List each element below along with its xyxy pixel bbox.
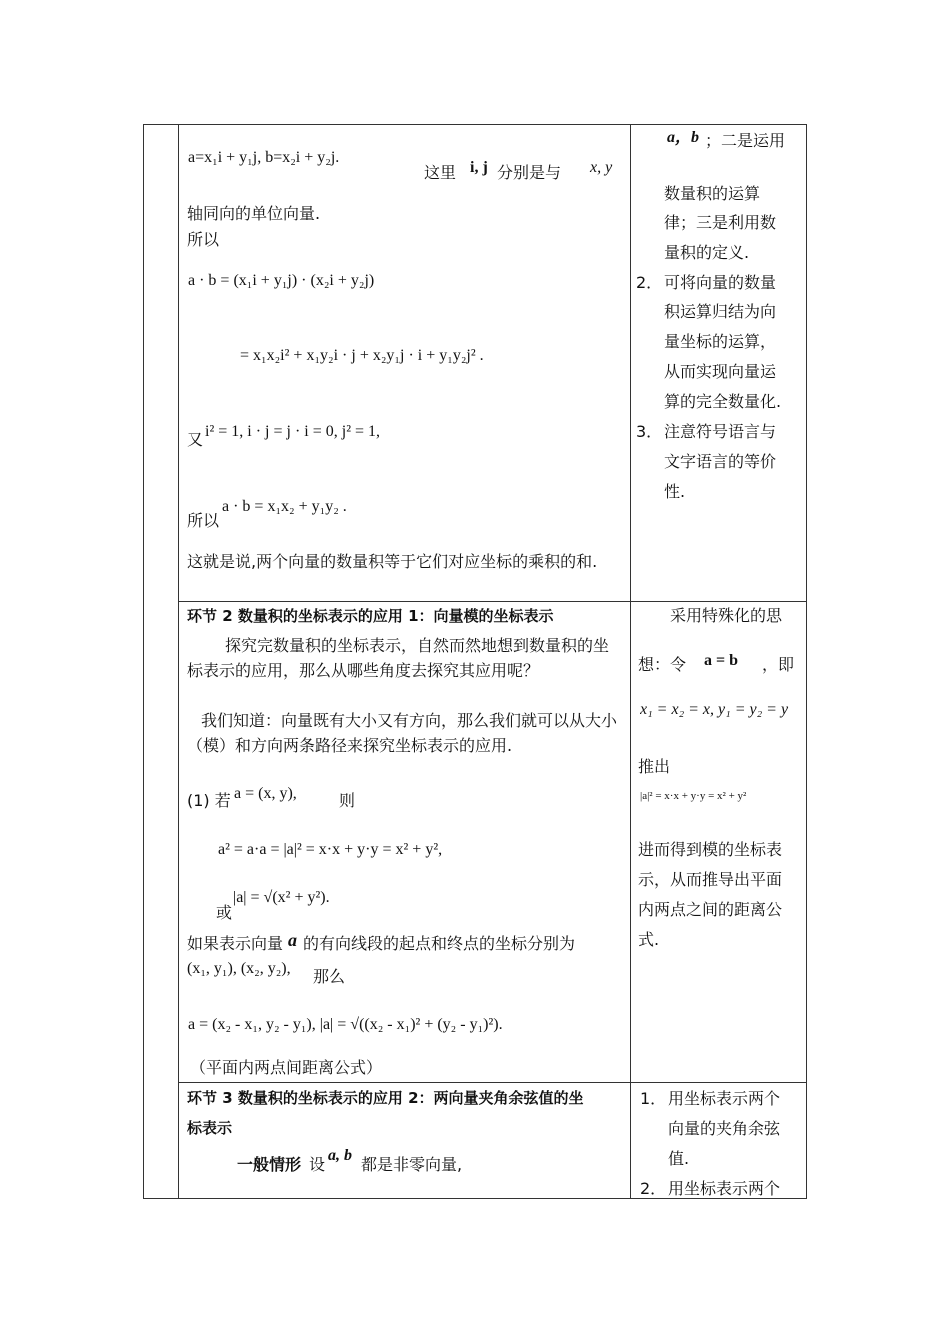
right-item3-num: 3． xyxy=(636,422,663,441)
sec3-right-n1: 1． xyxy=(640,1089,667,1108)
sec3-right-n2: 2． xyxy=(640,1179,667,1198)
column-divider-1 xyxy=(178,125,179,1198)
right-ab: a，b xyxy=(667,129,700,146)
sec2-right-l8: 内两点之间的距离公 xyxy=(638,900,783,919)
general-pre: 设 xyxy=(309,1155,326,1174)
distance-equation: a = (x₂ - x₁, y₂ - y₁), |a| = √((x₂ - x₁)² + (y₂ - y₁)²). xyxy=(188,1016,503,1033)
general-post: 都是非零向量, xyxy=(361,1155,463,1174)
if-then: 则 xyxy=(339,791,356,810)
right-item0-l3: 律；三是利用数 xyxy=(664,213,777,232)
section3-title-l1: 环节 3 数量积的坐标表示的应用 2：两向量夹角余弦值的坐 xyxy=(187,1089,584,1107)
points: (x₁, y₁), (x₂, y₂), xyxy=(187,960,291,977)
section2-title: 环节 2 数量积的坐标表示的应用 1：向量模的坐标表示 xyxy=(187,607,554,625)
right-item2-l2: 积运算归结为向 xyxy=(664,302,777,321)
right-item2-l5: 算的完全数量化. xyxy=(664,392,782,411)
sec2-right-l6: 进而得到模的坐标表 xyxy=(638,840,783,859)
equation-3: i² = 1, i · j = j · i = 0, j² = 1, xyxy=(205,423,381,440)
if-label: (1) 若 xyxy=(187,791,231,810)
right-item0-l4: 量积的定义. xyxy=(664,243,750,262)
row-divider-2 xyxy=(178,1082,806,1083)
you-label: 又 xyxy=(187,430,204,449)
right-item3-l1: 注意符号语言与 xyxy=(664,422,777,441)
modulus-equation: |a| = √(x² + y²). xyxy=(233,889,330,906)
row1-formula: a=x₁i + y₁j, b=x₂i + y₂j. xyxy=(188,149,340,166)
sec2-right-l2-pre: 想：令 xyxy=(638,655,687,674)
right-item2-num: 2． xyxy=(636,273,663,292)
general-bold: 一般情形 xyxy=(237,1155,302,1174)
sec2-right-l3-formula: x₁ = x₂ = x, y₁ = y₂ = y xyxy=(640,701,789,718)
then-label: 那么 xyxy=(313,967,346,986)
endpoint-pre: 如果表示向量 xyxy=(187,934,284,953)
sec2-right-l9: 式. xyxy=(638,930,660,949)
row1-xy: x, y xyxy=(590,159,613,176)
row2-text: 轴同向的单位向量. xyxy=(187,204,321,223)
equation-4: a · b = x₁x₂ + y₁y₂ . xyxy=(222,498,347,515)
section2-para1: 探究完数量积的坐标表示，自然而然地想到数量积的坐标表示的应用，那么从哪些角度去探究其应用呢？ xyxy=(187,636,610,680)
distance-note: （平面内两点间距离公式） xyxy=(190,1058,383,1077)
or-label: 或 xyxy=(216,903,233,922)
suoyi-label: 所以 xyxy=(187,511,220,530)
sec2-right-l7: 示，从而推导出平面 xyxy=(638,870,783,889)
sec2-right-l2-formula: a = b xyxy=(704,652,739,669)
conclusion-text: 这就是说,两个向量的数量积等于它们对应坐标的乘积的和. xyxy=(187,552,598,571)
section2-para2: 我们知道：向量既有大小又有方向，那么我们就可以从大小（模）和方向两条路径来探究坐标表示的应用. xyxy=(187,711,618,755)
sec2-right-l2-post: ，即 xyxy=(762,655,795,674)
endpoint-a: a xyxy=(288,930,297,950)
row1-tail2: 分别是与 xyxy=(497,163,562,182)
right-item3-l2: 文字语言的等价 xyxy=(664,452,777,471)
section3-title-l2: 标表示 xyxy=(187,1119,233,1137)
right-item2-l4: 从而实现向量运 xyxy=(664,362,777,381)
equation-2: = x₁x₂i² + x₁y₂i · j + x₂y₁j · i + y₁y₂j² . xyxy=(240,347,484,364)
equation-1: a · b = (x₁i + y₁j) · (x₂i + y₂j) xyxy=(188,272,375,289)
right-item2-l3: 量坐标的运算， xyxy=(664,332,777,351)
sec2-right-l1: 采用特殊化的思 xyxy=(670,606,783,625)
row-divider-1 xyxy=(178,601,806,602)
sec3-right-l4: 用坐标表示两个 xyxy=(668,1179,781,1198)
sec3-right-l2: 向量的夹角余弦 xyxy=(668,1119,781,1138)
sec3-right-l3: 值. xyxy=(668,1149,690,1168)
endpoint-post: 的有向线段的起点和终点的坐标分别为 xyxy=(303,934,576,953)
right-item3-l3: 性. xyxy=(664,482,686,501)
sec2-right-l5-formula: |a|² = x·x + y·y = x² + y² xyxy=(640,790,747,802)
row3-text: 所以 xyxy=(187,230,220,249)
right-item0-l2: 数量积的运算 xyxy=(664,184,761,203)
modulus-squared-equation: a² = a·a = |a|² = x·x + y·y = x² + y², xyxy=(218,841,443,858)
right-item0-tail: ；二是运用 xyxy=(705,131,786,150)
right-item2-l1: 可将向量的数量 xyxy=(664,273,777,292)
row1-ij: i, j xyxy=(470,159,488,176)
sec3-right-l1: 用坐标表示两个 xyxy=(668,1089,781,1108)
if-formula: a = (x, y), xyxy=(234,785,297,802)
sec2-right-l4: 推出 xyxy=(638,757,671,776)
row1-tail: 这里 xyxy=(424,163,457,182)
column-divider-2 xyxy=(630,125,631,1198)
general-ab: a, b xyxy=(328,1147,352,1164)
